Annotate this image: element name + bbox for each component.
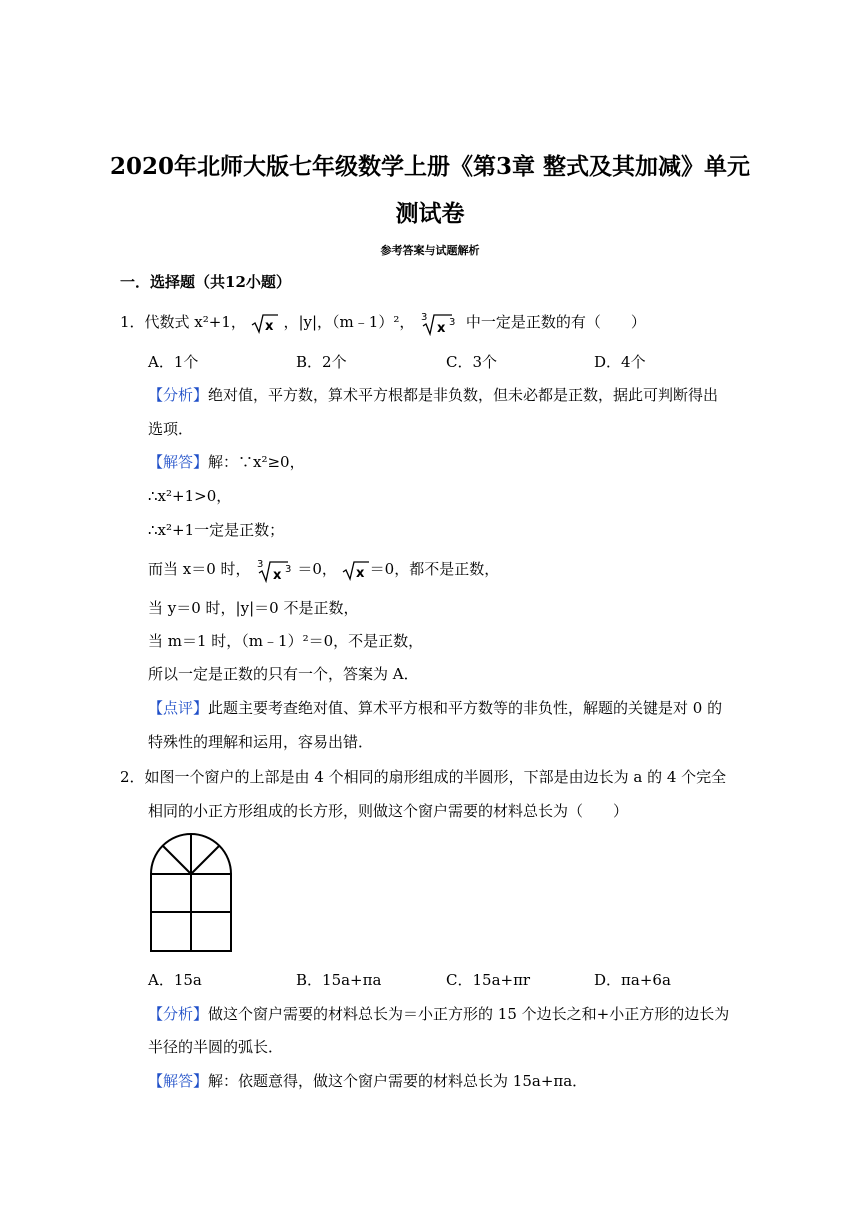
q2-answer-tag: 【解答】 [148,1072,209,1090]
svg-text:3: 3 [285,564,292,575]
q1-answer-tag: 【解答】 [148,453,209,471]
sector-radius-1 [163,846,191,874]
q2-analysis-text: 做这个窗户需要的材料总长为＝小正方形的 15 个边长之和+小正方形的边长为 [208,1005,730,1023]
q1-answer-step4-a: 而当 x＝0 时， [148,560,251,578]
q2-analysis-tag: 【分析】 [148,1005,209,1023]
q2-option-d[interactable]: D．πa+6a [594,971,671,989]
sector-radius-3 [191,846,219,874]
document-title-line2: 测试卷 [395,200,465,227]
sqrt-x-icon [251,312,279,334]
q1-answer-step3: ∴x²+1一定是正数； [148,521,285,539]
svg-text:x: x [273,568,282,583]
sqrt-radicand: x [264,319,274,334]
section-heading: 一．选择题（共12小题） [120,273,291,291]
cbrt-index: 3 [421,312,428,323]
q1-option-b[interactable]: B．2个 [296,353,347,371]
q1-answer [148,451,305,472]
q1-stem-part-b: ，|y|，（m﹣1）²， [283,313,415,331]
q2-answer [148,1070,587,1091]
q1-analysis-text: 绝对值，平方数，算术平方根都是非负数，但未必都是正数，据此可判断得出 [208,386,719,404]
q1-answer-step4-c: ＝0，都不是正数， [369,560,500,578]
q1-comment [148,697,722,718]
q1-analysis-cont: 选项． [148,420,194,438]
q2-stem-line2: 相同的小正方形组成的长方形，则做这个窗户需要的材料总长为（ ） [148,802,629,820]
window-figure [146,828,238,954]
q1-stem [120,310,646,336]
q1-stem-part-c: 中一定是正数的有（ ） [465,313,646,331]
q1-answer-step4 [148,557,499,583]
q1-option-c[interactable]: C．3个 [446,353,498,371]
q2-option-c[interactable]: C．15a+πr [446,971,531,989]
q2-option-b[interactable]: B．15a+πa [296,971,382,989]
sqrt-x-icon [342,559,370,581]
q1-analysis-tag: 【分析】 [148,386,209,404]
q1-answer-step4-b: ＝0， [297,560,337,578]
q1-comment-cont: 特殊性的理解和运用，容易出错． [148,733,374,751]
q1-answer-step5: 当 y＝0 时，|y|＝0 不是正数， [148,599,359,617]
document-title-line1: 2020年北师大版七年级数学上册《第3章 整式及其加减》单元 [109,153,751,180]
q1-option-a[interactable]: A．1个 [148,353,199,371]
q1-comment-text: 此题主要考查绝对值、算术平方根和平方数等的非负性，解题的关键是对 0 的 [208,699,723,717]
svg-text:3: 3 [257,559,264,570]
cbrt-radicand: x [437,321,446,336]
svg-text:x: x [355,566,365,581]
q1-analysis [148,384,718,405]
q1-comment-tag: 【点评】 [148,699,209,717]
q2-analysis [148,1003,729,1024]
q2-analysis-cont: 半径的半圆的弧长． [148,1038,284,1056]
document-subtitle: 参考答案与试题解析 [380,244,480,257]
q1-answer-step6: 当 m＝1 时，（m﹣1）²＝0，不是正数， [148,632,424,650]
q1-answer-text: 解：∵x²≥0， [208,453,305,471]
cbrt-exponent: 3 [449,317,456,328]
q2-option-a[interactable]: A．15a [148,971,202,989]
q1-option-d[interactable]: D．4个 [594,353,646,371]
q1-stem-part-a: 1．代数式 x²+1， [120,313,246,331]
q2-stem-line1: 2．如图一个窗户的上部是由 4 个相同的扇形组成的半圆形，下部是由边长为 a 的 4 个完全 [120,768,727,786]
cube-root-x3-icon [419,310,461,336]
cube-root-x3-icon [255,557,297,583]
q2-answer-text: 解：依题意得，做这个窗户需要的材料总长为 15a+πa． [208,1072,588,1090]
q1-answer-step7: 所以一定是正数的只有一个，答案为 A． [148,665,419,683]
q1-answer-step2: ∴x²+1>0， [148,487,232,505]
